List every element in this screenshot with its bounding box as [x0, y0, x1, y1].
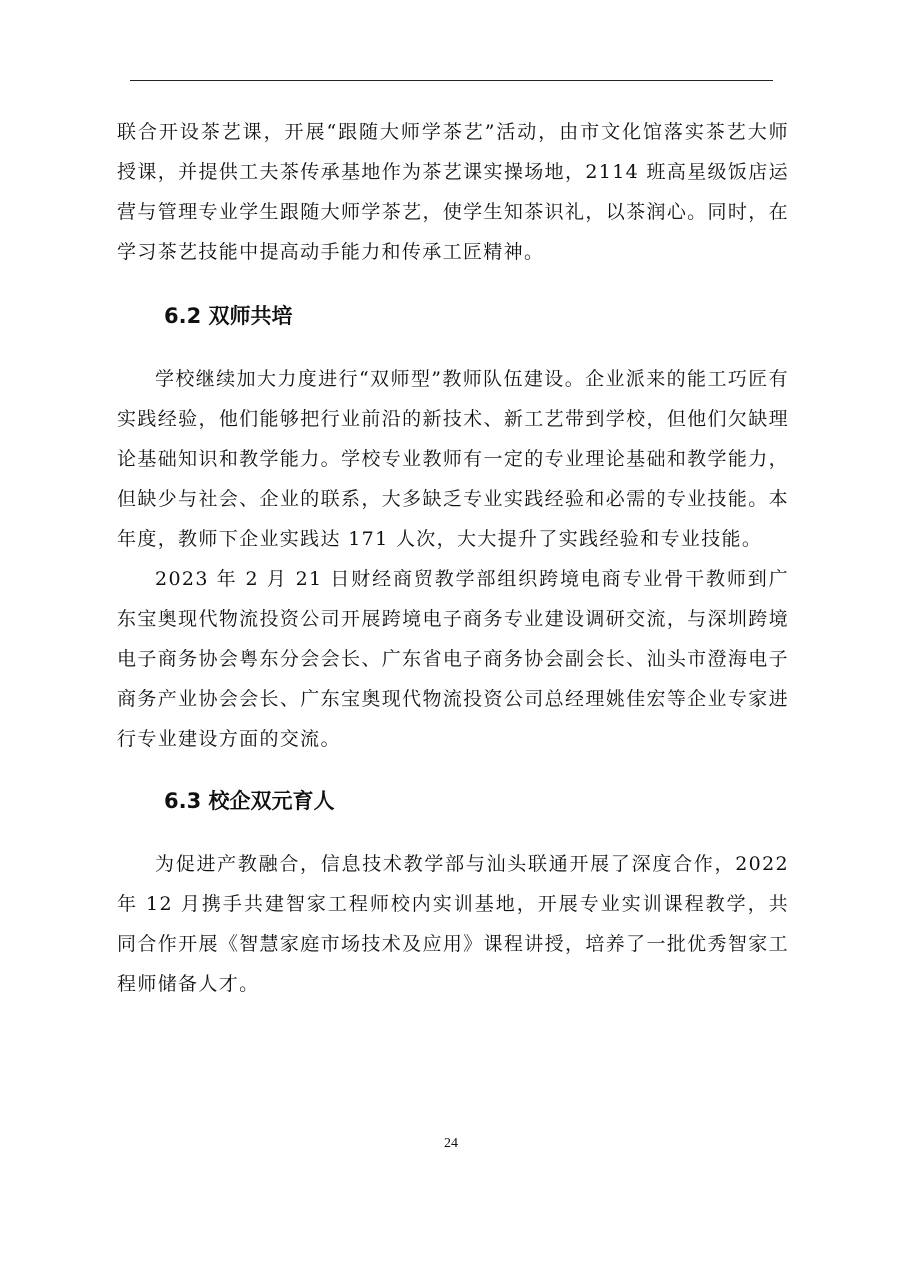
- paragraph-dual-teacher-team: 学校继续加大力度进行“双师型”教师队伍建设。企业派来的能工巧匠有实践经验，他们能够把行业前沿的新技术、新工艺带到学校，但他们欠缺理论基础知识和教学能力。学校专业教师有一定的专业理论基础和教学能力，但缺少与社会、企业的联系，大多缺乏专业实践经验和必需的专业技能。本年度，教师下企业实践达 171 人次，大大提升了实践经验和专业技能。: [117, 368, 789, 550]
- paragraph-unicom-cooperation: 为促进产教融合，信息技术教学部与汕头联通开展了深度合作，2022 年 12 月携手共建智家工程师校内实训基地，开展专业实训课程教学，共同合作开展《智慧家庭市场技术及应用》课程讲授，培养了一批优秀智家工程师储备人才。: [117, 853, 789, 995]
- page-body: [117, 112, 789, 1004]
- paragraph-cross-border-visit: 2023 年 2 月 21 日财经商贸教学部组织跨境电商专业骨干教师到广东宝奥现代物流投资公司开展跨境电子商务专业建设调研交流，与深圳跨境电子商务协会粤东分会会长、广东省电子商务协会副会长、汕头市澄海电子商务产业协会会长、广东宝奥现代物流投资公司总经理姚佳宏等企业专家进行专业建设方面的交流。: [117, 568, 789, 750]
- page-number: 24: [444, 1136, 458, 1151]
- header-rule: [130, 80, 773, 81]
- paragraph-tea-art-course: 联合开设茶艺课，开展“跟随大师学茶艺”活动，由市文化馆落实茶艺大师授课，并提供工夫茶传承基地作为茶艺课实操场地，2114 班高星级饭店运营与管理专业学生跟随大师学茶艺，使学生知茶识礼，以茶润心。同时，在学习茶艺技能中提高动手能力和传承工匠精神。: [117, 121, 789, 263]
- section-heading-school-enterprise: 6.3 校企双元育人: [164, 789, 335, 813]
- section-heading-dual-teacher: 6.2 双师共培: [164, 304, 293, 328]
